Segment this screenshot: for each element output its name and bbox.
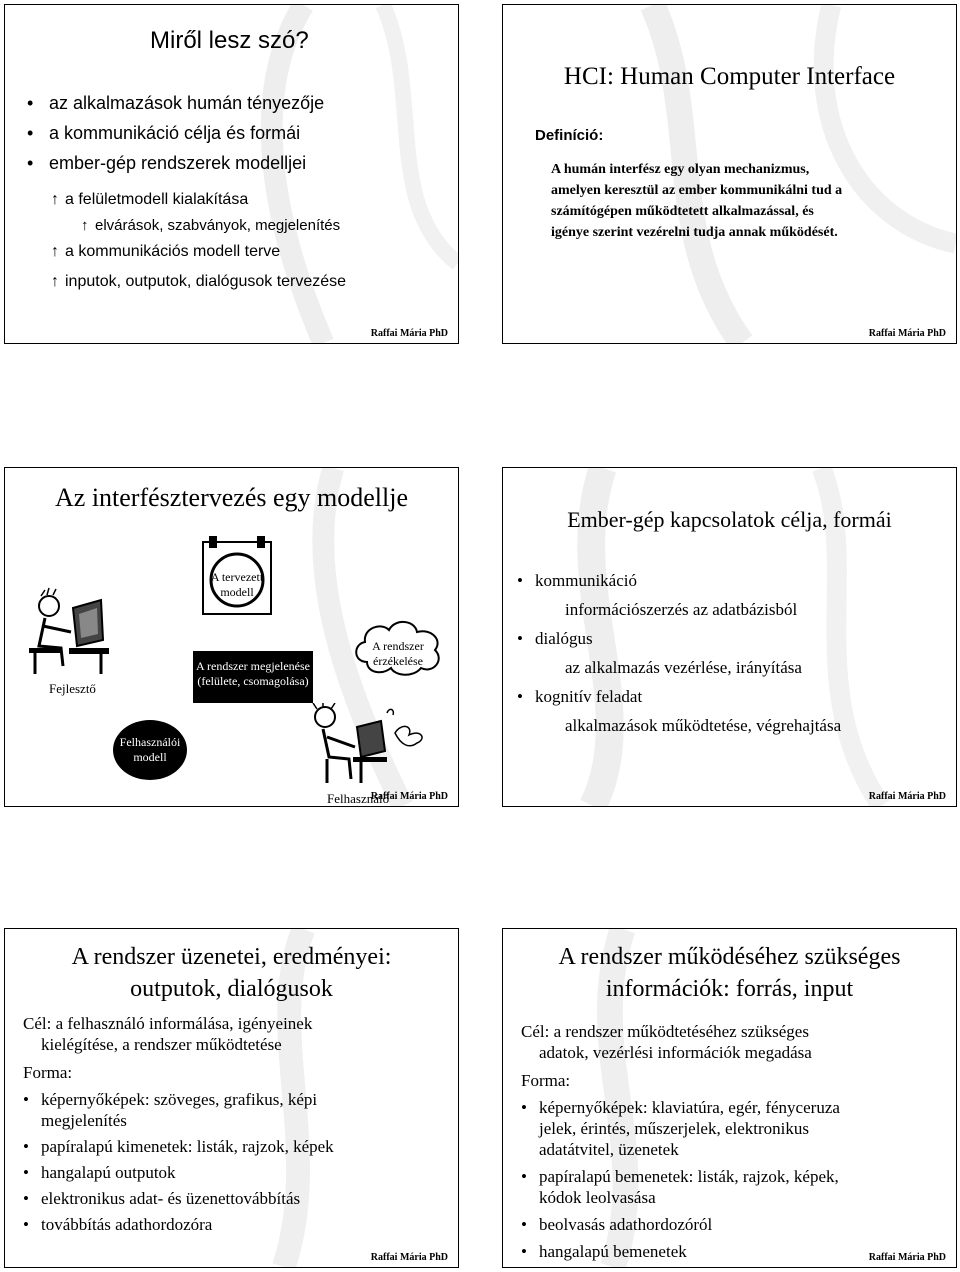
developer-label: Fejlesztő <box>49 681 96 696</box>
arrow-bullet-icon: ↑ <box>81 217 89 234</box>
goal-text: Cél: a rendszer működtetéséhez szükséges adatok, vezérlési információk megadása <box>521 1022 812 1062</box>
slide-footer: Raffai Mária PhD <box>370 1252 448 1263</box>
list-item: • továbbítás adathordozóra <box>23 1215 213 1234</box>
list-item: • ember-gép rendszerek modelljei <box>27 153 307 173</box>
sub-item: ↑ a felületmodell kialakítása <box>51 191 249 208</box>
list-item: • hangalapú bemenetek <box>521 1242 687 1261</box>
developer-at-computer-icon <box>21 586 116 681</box>
slide-title: A rendszer működéséhez szükséges információk: forrás, input <box>558 944 901 1002</box>
slide-4 <box>502 467 957 807</box>
planned-model-label: A tervezett modell <box>210 570 264 599</box>
slide-1 <box>4 4 459 344</box>
list-sub-item: alkalmazások működtetése, végrehajtása <box>565 716 842 735</box>
list-item: • kognitív feladat <box>517 687 643 706</box>
slide-5 <box>4 928 459 1268</box>
sub-sub-item: ↑ elvárások, szabványok, megjelenítés <box>81 217 341 234</box>
slide-title: Ember-gép kapcsolatok célja, formái <box>567 507 892 532</box>
slide-title: Az interfésztervezés egy modellje <box>55 483 408 512</box>
bullet-list <box>27 93 324 183</box>
sub-item: ↑ inputok, outputok, dialógusok tervezése <box>51 273 347 290</box>
slide-6 <box>502 928 957 1268</box>
slide-footer: Raffai Mária PhD <box>868 791 946 802</box>
sub-item: ↑ a kommunikációs modell terve <box>51 243 281 260</box>
perception-label: A rendszer érzékelése <box>372 639 424 668</box>
slide-footer: Raffai Mária PhD <box>370 791 448 802</box>
list-sub-item: az alkalmazás vezérlése, irányítása <box>565 658 802 677</box>
list-item: • beolvasás adathordozóról <box>521 1215 713 1234</box>
item-list <box>517 566 841 740</box>
slide-2 <box>502 4 957 344</box>
slide-title: A rendszer üzenetei, eredményei: outputok, dialógusok <box>71 944 392 1002</box>
arrow-bullet-icon: ↑ <box>51 243 59 260</box>
list-item: • képernyőképek: klaviatúra, egér, fényceruza <box>521 1098 840 1117</box>
slide-footer: Raffai Mária PhD <box>370 328 448 339</box>
list-item: • képernyőképek: szöveges, grafikus, képi <box>23 1090 318 1109</box>
list-item: • elektronikus adat- és üzenettovábbítás <box>23 1189 301 1208</box>
list-item: • hangalapú outputok <box>23 1163 176 1182</box>
slide-title: Miről lesz szó? <box>150 27 309 54</box>
slide-3 <box>4 467 459 807</box>
arrow-bullet-icon: ↑ <box>51 191 59 208</box>
frustrated-user-icon <box>305 703 445 791</box>
slide-footer: Raffai Mária PhD <box>868 1252 946 1263</box>
arrow-bullet-icon: ↑ <box>51 273 59 290</box>
list-item: • dialógus <box>517 629 593 648</box>
slide-footer: Raffai Mária PhD <box>868 328 946 339</box>
list-item: • az alkalmazások humán tényezője <box>27 93 325 113</box>
slide-title: HCI: Human Computer Interface <box>563 63 896 90</box>
list-item: • kommunikáció <box>517 571 637 590</box>
list-sub-item: információszerzés az adatbázisból <box>565 600 798 619</box>
definition-text: A humán interfész egy olyan mechanizmus, amelyen keresztül az ember kommunikálni tud a számítógépen működtetett alkalmazással, és igénye szerint vezérelni tudja annak működését. <box>551 162 843 240</box>
list-item: • a kommunikáció célja és formái <box>27 123 301 143</box>
item-list: • képernyőképek: szöveges, grafikus, képi megjelenítés • papíralapú kimenetek: listák, rajzok, képek • hangalapú outputok • elektronikus adat- és üzenettovábbítás • továbbítás adathordozóra <box>23 1090 334 1234</box>
list-item: • papíralapú bemenetek: listák, rajzok, képek, <box>521 1167 839 1186</box>
list-item: • papíralapú kimenetek: listák, rajzok, képek <box>23 1137 334 1156</box>
system-display-box: A rendszer megjelenése (felülete, csomagolása) <box>193 651 313 703</box>
item-list: • képernyőképek: klaviatúra, egér, fényceruza jelek, érintés, műszerjelek, elektronikus adatátvitel, üzenetek • papíralapú bemenetek: listák, rajzok, képek, kódok leolvasása • beolvasás adathordozóról • hangalapú bemenetek <box>521 1098 840 1261</box>
form-label: Forma: <box>521 1071 571 1090</box>
user-label: Felhasználó <box>327 791 390 806</box>
definition-label: Definíció: <box>535 127 604 144</box>
goal-text: Cél: a felhasználó informálása, igényeinek kielégítése, a rendszer működtetése <box>23 1014 313 1054</box>
user-model-circle: Felhasználói modell <box>113 720 187 780</box>
form-label: Forma: <box>23 1063 73 1082</box>
